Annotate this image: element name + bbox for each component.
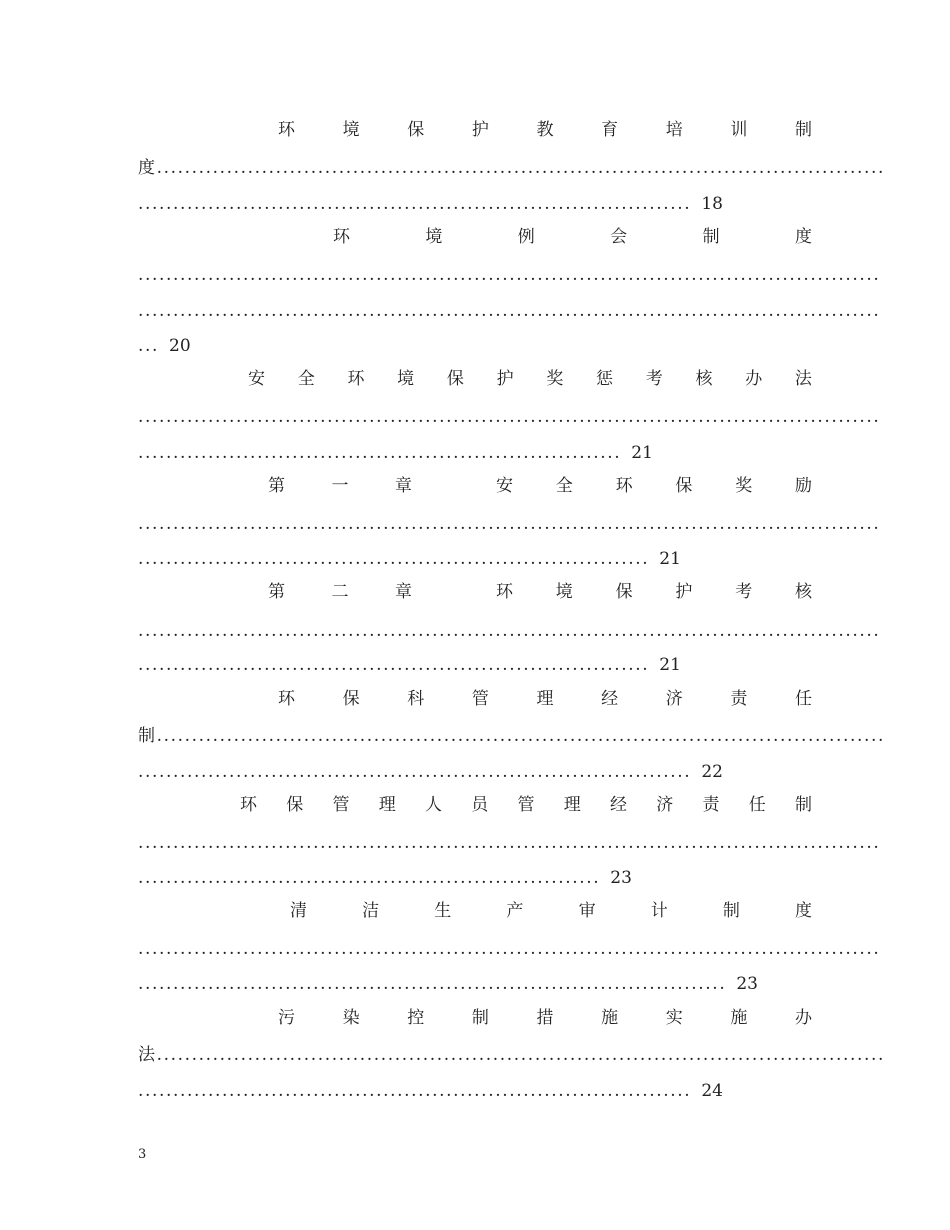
title-char: 保 [615, 582, 633, 602]
title-char: 全 [555, 476, 573, 496]
title-char: 任 [748, 795, 766, 815]
title-char: 保 [407, 120, 425, 140]
title-char: 保 [446, 369, 464, 389]
title-char: 生 [434, 901, 452, 921]
title-char: 章 [395, 476, 412, 496]
toc-leader: ..................................................................... 21 [138, 443, 653, 463]
title-char: 二 [331, 582, 349, 602]
title-char: 责 [730, 689, 748, 709]
title-char: 管 [332, 795, 350, 815]
title-char: 环 [240, 795, 257, 815]
title-char: 济 [665, 689, 683, 709]
title-char: 施 [730, 1008, 748, 1028]
toc-leader: ......................................................................... 21 [138, 549, 681, 569]
title-char: 办 [745, 369, 763, 389]
toc-page-number: 21 [659, 655, 681, 675]
toc-page-number: 22 [701, 762, 723, 782]
title-char: 护 [496, 369, 514, 389]
title-char: 护 [471, 120, 489, 140]
title-char: 教 [536, 120, 554, 140]
toc-leader: .......................................................................................................... [138, 621, 881, 641]
title-char: 制 [795, 120, 812, 140]
title-char: 染 [342, 1008, 360, 1028]
title-char: 洁 [362, 901, 380, 921]
title-char: 责 [702, 795, 720, 815]
title-char: 管 [517, 795, 535, 815]
title-char: 境 [555, 582, 573, 602]
toc-leader: 度........................................................................................................ [138, 158, 886, 178]
title-char: 第 [268, 476, 285, 496]
title-char: 法 [794, 369, 812, 389]
title-char: 污 [278, 1008, 295, 1028]
title-char: 例 [517, 227, 535, 247]
toc-leader: 制........................................................................................................ [138, 726, 886, 746]
title-char: 计 [650, 901, 668, 921]
toc-page-number: 23 [736, 974, 758, 994]
toc-leader: .......................................................................................................... [138, 265, 881, 285]
toc-entry-title-chars [290, 898, 812, 924]
toc-entry-title-chars [278, 1005, 812, 1031]
title-char: 制 [795, 795, 812, 815]
title-char: 法 [138, 1045, 157, 1065]
title-char: 办 [795, 1008, 812, 1028]
title-char: 制 [722, 901, 740, 921]
title-char: 度 [138, 158, 157, 178]
title-char: 核 [695, 369, 713, 389]
title-char: 清 [290, 901, 307, 921]
title-char: 环 [615, 476, 633, 496]
title-char: 理 [378, 795, 396, 815]
title-char: 全 [297, 369, 315, 389]
toc-entry-title-chars [333, 224, 812, 250]
toc-leader: .................................................................. 23 [138, 868, 632, 888]
toc-entry-title-chars [248, 366, 812, 392]
toc-entry-title-chars [278, 686, 812, 712]
toc-entry-title-chars [268, 579, 812, 605]
title-char: 奖 [735, 476, 753, 496]
title-char: 度 [794, 227, 812, 247]
title-char: 训 [730, 120, 748, 140]
title-char: 考 [735, 582, 753, 602]
title-char: 境 [425, 227, 443, 247]
title-char: 境 [342, 120, 360, 140]
title-char: 施 [601, 1008, 619, 1028]
toc-leader: ............................................................................... 24 [138, 1081, 723, 1101]
toc-page-number: 21 [631, 443, 653, 463]
title-char: 度 [794, 901, 812, 921]
toc-leader: .......................................................................................................... [138, 833, 881, 853]
title-char: 理 [536, 689, 554, 709]
title-char: 实 [665, 1008, 683, 1028]
title-char: 环 [333, 227, 350, 247]
title-char: 理 [563, 795, 581, 815]
title-char: 制 [471, 1008, 489, 1028]
toc-leader: .......................................................................................................... [138, 514, 881, 534]
title-char: 培 [665, 120, 683, 140]
toc-entry-title-chars [268, 473, 812, 499]
toc-leader: ............................................................................... 22 [138, 762, 723, 782]
title-char: 保 [286, 795, 304, 815]
title-char: 会 [610, 227, 628, 247]
toc-leader: ......................................................................... 21 [138, 655, 681, 675]
title-char: 安 [496, 476, 513, 496]
title-char: 环 [496, 582, 513, 602]
title-char: 奖 [546, 369, 564, 389]
title-char: 控 [407, 1008, 425, 1028]
toc-leader: .......................................................................................................... [138, 301, 881, 321]
page-number: 3 [138, 1147, 147, 1162]
title-char: 育 [601, 120, 619, 140]
title-char: 第 [268, 582, 285, 602]
title-char: 审 [578, 901, 596, 921]
toc-leader: .......................................................................................................... [138, 407, 881, 427]
title-char: 核 [794, 582, 812, 602]
title-char: 安 [248, 369, 265, 389]
toc-page-number: 21 [659, 549, 681, 569]
title-char: 环 [278, 120, 295, 140]
title-char: 章 [395, 582, 412, 602]
title-char: 励 [794, 476, 812, 496]
title-char: 产 [506, 901, 524, 921]
title-char: 经 [601, 689, 619, 709]
title-char: 经 [610, 795, 627, 815]
toc-leader: .......................................................................................................... [138, 939, 881, 959]
toc-entry-title-chars [240, 792, 812, 818]
toc-leader: 法........................................................................................................ [138, 1045, 886, 1065]
title-char: 环 [347, 369, 365, 389]
title-char: 人 [425, 795, 442, 815]
title-char: 管 [471, 689, 489, 709]
toc-page-number: 20 [169, 336, 191, 356]
title-char: 保 [342, 689, 360, 709]
title-char: 一 [331, 476, 349, 496]
title-char: 任 [795, 689, 812, 709]
title-char: 保 [675, 476, 693, 496]
toc-leader: ............................................................................... 18 [138, 194, 723, 214]
title-char: 制 [702, 227, 720, 247]
title-char: 科 [407, 689, 425, 709]
title-char: 考 [645, 369, 663, 389]
title-char: 制 [138, 726, 157, 746]
title-char: 惩 [596, 369, 614, 389]
toc-leader: .................................................................................... 23 [138, 974, 758, 994]
title-char: 护 [675, 582, 693, 602]
toc-page-number: 23 [610, 868, 632, 888]
toc-entry-title-chars [278, 117, 812, 143]
toc-page-number: 18 [701, 194, 723, 214]
toc-leader: ... 20 [138, 336, 191, 356]
toc-page-number: 24 [701, 1081, 723, 1101]
title-char: 环 [278, 689, 295, 709]
title-char: 措 [536, 1008, 554, 1028]
title-char: 济 [656, 795, 674, 815]
title-char: 员 [471, 795, 489, 815]
title-char: 境 [397, 369, 415, 389]
